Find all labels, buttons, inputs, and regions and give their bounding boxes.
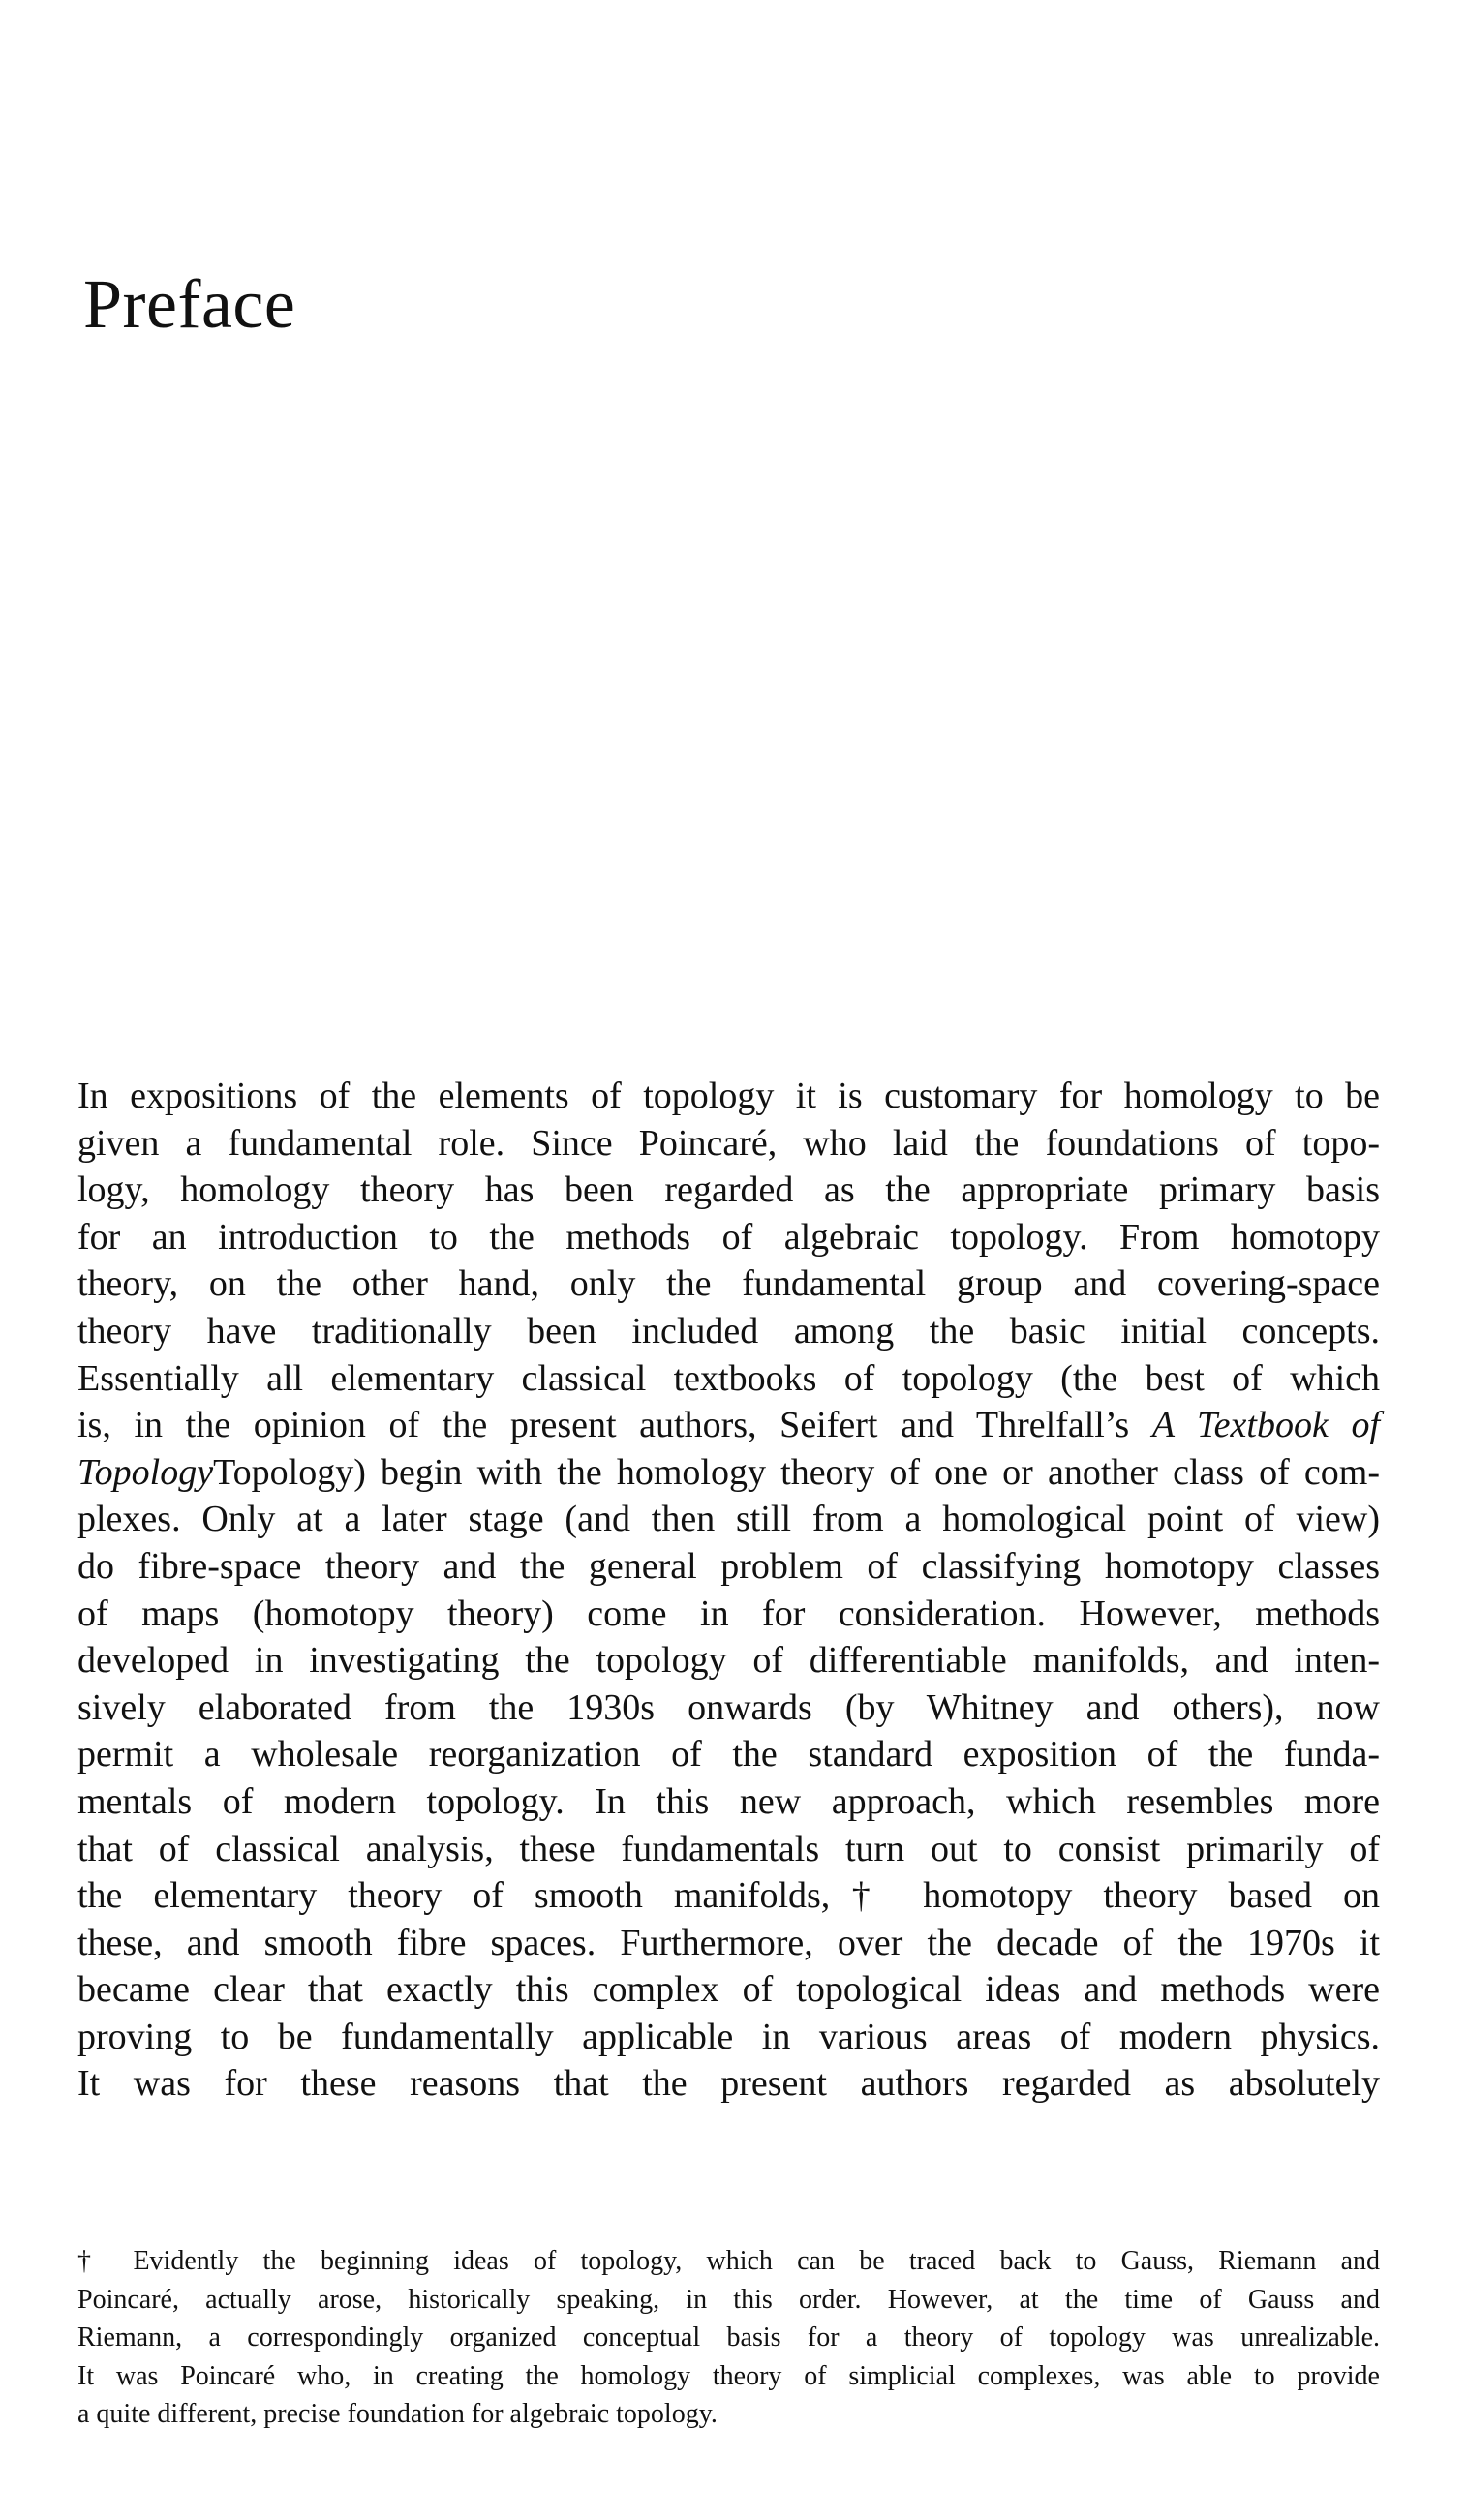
page-title: Preface	[83, 265, 296, 343]
body-line: became clear that exactly this complex of topological ideas and methods were	[77, 1969, 1380, 2011]
body-line: of maps (homotopy theory) come in for consideration. However, methods	[77, 1593, 1380, 1634]
body-line: Essentially all elementary classical textbooks of topology (the best of which	[77, 1357, 1380, 1399]
book-title-citation-cont: Topology	[77, 1451, 214, 1493]
body-line: plexes. Only at a later stage (and then still from a homological point of view)	[77, 1499, 1380, 1540]
footnote-line: Poincaré, actually arose, historically speaking, in this order. However, at the time of Gauss and	[77, 2284, 1380, 2315]
body-line-with-citation	[77, 1402, 1380, 1449]
body-line: theory, on the other hand, only the fundamental group and covering-space	[77, 1263, 1380, 1305]
body-line: permit a wholesale reorganization of the standard exposition of the funda-	[77, 1734, 1380, 1776]
body-line: logy, homology theory has been regarded as the appropriate primary basis	[77, 1169, 1380, 1211]
body-line: In expositions of the elements of topology it is customary for homology to be	[77, 1076, 1380, 1116]
body-line: do fibre-space theory and the general problem of classifying homotopy classes	[77, 1545, 1380, 1587]
body-line-text: Topology) begin with the homology theory of one or another class of com-	[213, 1451, 1380, 1493]
footnote-line: It was Poincaré who, in creating the homology theory of simplicial complexes, was able to provide	[77, 2360, 1380, 2391]
body-line: developed in investigating the topology of differentiable manifolds, and inten-	[77, 1640, 1380, 1682]
body-line: theory have traditionally been included among the basic initial concepts.	[77, 1310, 1380, 1351]
body-line: proving to be fundamentally applicable in various areas of modern physics.	[77, 2016, 1380, 2057]
body-line: given a fundamental role. Since Poincaré, who laid the foundations of topo-	[77, 1122, 1380, 1164]
body-line: the elementary theory of smooth manifolds,† homotopy theory based on	[77, 1875, 1380, 1917]
footnote-line: † Evidently the beginning ideas of topology, which can be traced back to Gauss, Riemann and	[77, 2246, 1380, 2276]
body-line: these, and smooth fibre spaces. Furthermore, over the decade of the 1970s it	[77, 1922, 1380, 1963]
book-title-citation: A Textbook of	[1151, 1405, 1380, 1446]
footnote-line: a quite different, precise foundation for algebraic topology.	[77, 2399, 718, 2430]
body-line: sively elaborated from the 1930s onwards (by Whitney and others), now	[77, 1686, 1380, 1728]
footnote	[77, 2242, 1380, 2434]
body-paragraph	[77, 1073, 1380, 2108]
body-line: mentals of modern topology. In this new approach, which resembles more	[77, 1780, 1380, 1822]
body-line-text: is, in the opinion of the present authors, Seifert and Threlfall’s	[77, 1405, 1130, 1446]
footnote-line: Riemann, a correspondingly organized conceptual basis for a theory of topology was unrealizable.	[77, 2323, 1380, 2353]
body-line: It was for these reasons that the present authors regarded as absolutely	[77, 2063, 1380, 2105]
body-line: that of classical analysis, these fundamentals turn out to consist primarily of	[77, 1828, 1380, 1869]
body-line-with-citation	[77, 1449, 1380, 1497]
body-line: for an introduction to the methods of algebraic topology. From homotopy	[77, 1216, 1380, 1258]
